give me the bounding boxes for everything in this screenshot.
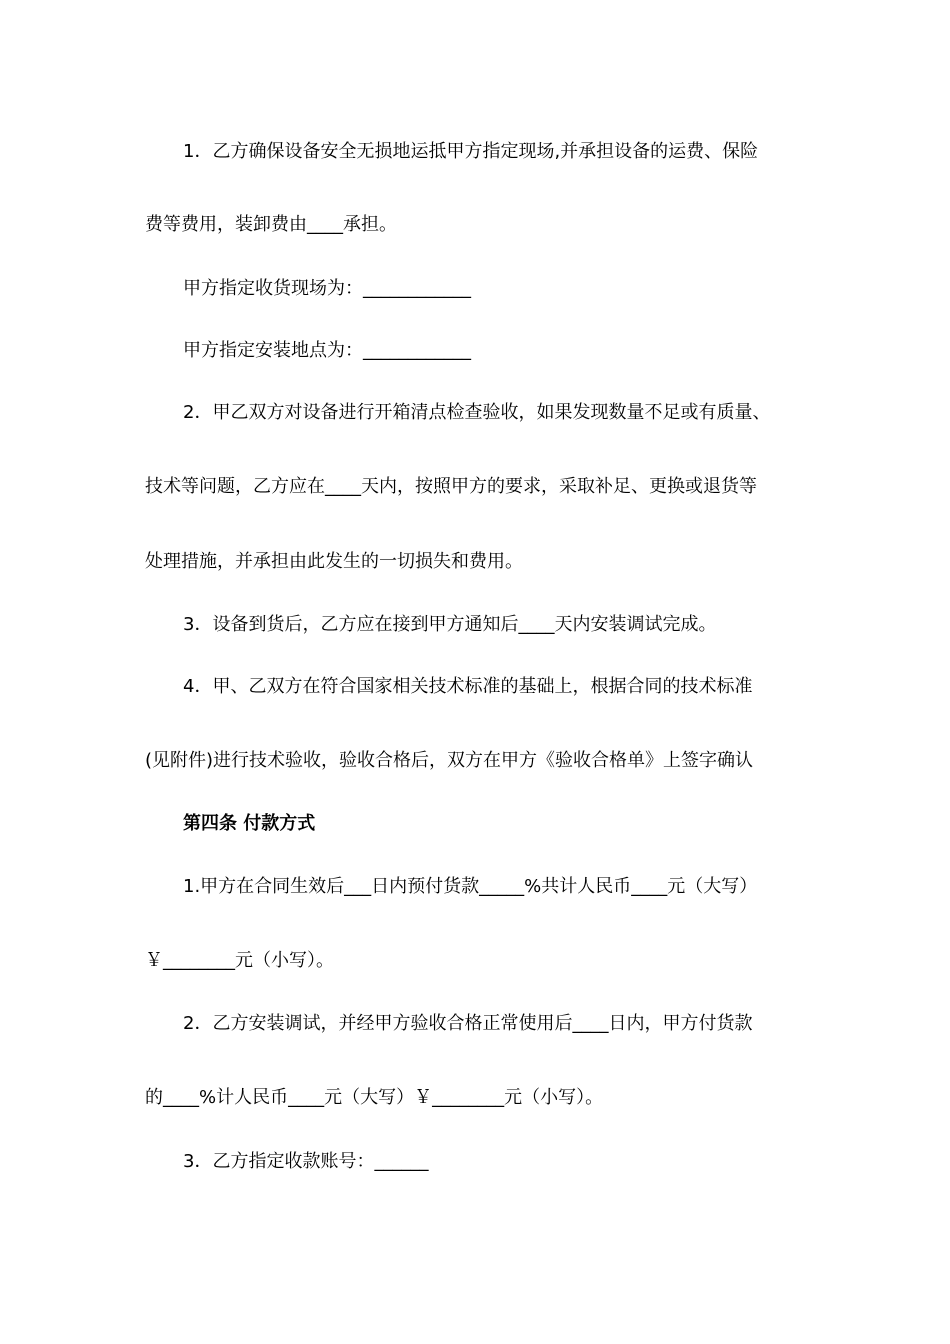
clause-1-line-1: 1．乙方确保设备安全无损地运抵甲方指定现场,并承担设备的运费、保险 [183, 141, 759, 162]
payment-1-line-1: 1.甲方在合同生效后___日内预付货款_____%共计人民币____元（大写） [183, 876, 758, 897]
clause-2-line-3: 处理措施，并承担由此发生的一切损失和费用。 [145, 551, 523, 572]
payment-1-line-2: ￥________元（小写）。 [145, 950, 334, 971]
clause-1-line-2: 费等费用，装卸费由____承担。 [145, 214, 397, 235]
payment-2-line-1: 2．乙方安装调试，并经甲方验收合格正常使用后____日内，甲方付货款 [183, 1013, 753, 1034]
clause-2-line-2: 技术等问题，乙方应在____天内，按照甲方的要求，采取补足、更换或退货等 [145, 476, 757, 497]
payment-3-line: 3．乙方指定收款账号：______ [183, 1151, 429, 1172]
clause-3-line: 3．设备到货后，乙方应在接到甲方通知后____天内安装调试完成。 [183, 614, 717, 635]
article-4-heading: 第四条 付款方式 [183, 813, 316, 834]
receiving-site-line: 甲方指定收货现场为：____________ [183, 278, 471, 299]
payment-2-line-2: 的____%计人民币____元（大写）￥________元（小写）。 [145, 1087, 604, 1108]
clause-4-line-2: (见附件)进行技术验收，验收合格后，双方在甲方《验收合格单》上签字确认 [145, 750, 754, 771]
clause-4-line-1: 4．甲、乙双方在符合国家相关技术标准的基础上，根据合同的技术标准 [183, 676, 753, 697]
clause-2-line-1: 2．甲乙双方对设备进行开箱清点检查验收，如果发现数量不足或有质量、 [183, 402, 771, 423]
install-site-line: 甲方指定安装地点为：____________ [183, 340, 471, 361]
